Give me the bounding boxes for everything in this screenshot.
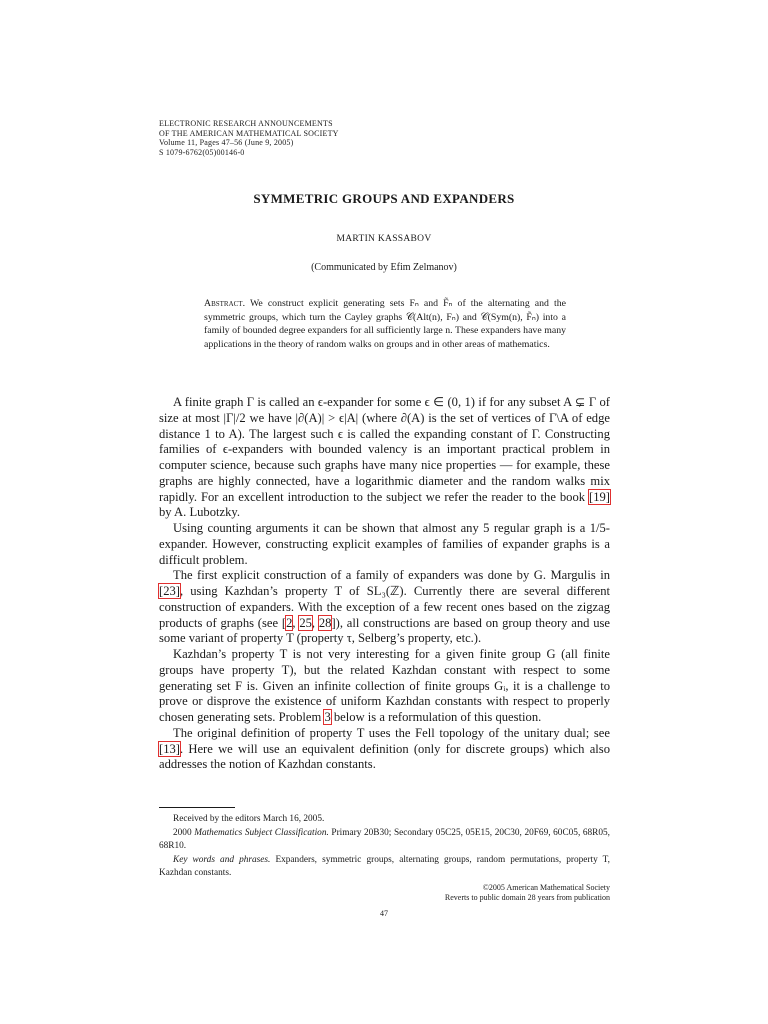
body-paragraph-1 xyxy=(159,395,610,521)
footnote-msc-year: 2000 xyxy=(173,827,195,838)
abstract-text: We construct explicit generating sets Fₙ and F̃ₙ of the alternating and the symmetric groups, which turn the Cayley graphs 𝒞(Alt(n), Fₙ) and 𝒞(Sym(n), F̃ₙ) into a family of bounded degree expanders for all sufficiently large n. These expanders have many applications in the theory of random walks on groups and in other areas of mathematics. xyxy=(204,298,566,350)
body-paragraph-3-text-b: , using Kazhdan’s property T of SL₃(ℤ). Currently there are several different construction of expanders. With the exception of a few recent ones based on the zigzag products of graphs (see [ xyxy=(159,584,610,630)
footnote-msc-text: Primary 20B30; Secondary 05C25, 05E15, 20C30, 20F69, 60C05, 68R05, 68R10. xyxy=(159,827,610,851)
copyright-notice xyxy=(445,883,610,902)
citation-link-13[interactable]: [13] xyxy=(159,741,180,756)
abstract xyxy=(204,297,566,351)
citation-link-28[interactable]: 28 xyxy=(318,615,332,630)
body-paragraph-3-text-d: , xyxy=(311,615,319,630)
body-paragraph-4-text-b: below is a reformulation of this question. xyxy=(330,710,542,724)
copyright-line2: Reverts to public domain 28 years from publication xyxy=(444,892,610,902)
footnotes xyxy=(159,813,610,881)
body-paragraph-4-text-a: Kazhdan’s property T is not very interesting for a given finite group G (all finite groups have property T), but the related Kazhdan constant with respect to some generating set F is. Given an infinite collection of finite groups Gᵢ, it is a challenge to prove or disprove the existence of uniform Kazhdan constants with respect to properly chosen generating sets. Problem xyxy=(159,647,610,724)
abstract-label: Abstract. xyxy=(204,298,246,309)
problem-link-3[interactable]: 3 xyxy=(324,710,331,724)
footnote-keywords-label: Key words and phrases. xyxy=(173,854,271,865)
body-paragraph-3-text-c: , xyxy=(292,615,300,630)
paper-title: SYMMETRIC GROUPS AND EXPANDERS xyxy=(253,191,515,206)
citation-link-19[interactable]: [19] xyxy=(589,489,610,504)
paper-author: MARTIN KASSABOV xyxy=(336,234,432,244)
footnote-received: Received by the editors March 16, 2005. xyxy=(173,814,325,824)
journal-issn: S 1079-6762(05)00146-0 xyxy=(159,147,245,157)
journal-name-line2: OF THE AMERICAN MATHEMATICAL SOCIETY xyxy=(159,128,339,138)
citation-link-25[interactable]: 25 xyxy=(299,615,312,630)
body-text xyxy=(159,395,610,773)
footnote-msc-label: Mathematics Subject Classification. xyxy=(194,827,329,838)
journal-header xyxy=(159,119,339,157)
journal-volume: Volume 11, Pages 47–56 (June 9, 2005) xyxy=(159,138,294,147)
page-number: 47 xyxy=(380,909,388,918)
body-paragraph-3-text-e: ]), all constructions are based on group theory and use some variant of property T (property τ, Selberg’s property, etc.). xyxy=(159,615,611,646)
footnote-divider xyxy=(159,807,235,808)
footnote-keywords-text: Expanders, symmetric groups, alternating groups, random permutations, property T, Kazhdan constants. xyxy=(159,854,610,878)
journal-name-line1: ELECTRONIC RESEARCH ANNOUNCEMENTS xyxy=(159,119,333,128)
body-paragraph-5 xyxy=(159,726,610,773)
body-paragraph-3 xyxy=(159,568,610,647)
communicated-by: (Communicated by Efim Zelmanov) xyxy=(311,262,457,273)
copyright-line1: ©2005 American Mathematical Society xyxy=(482,883,610,892)
footnote-keywords xyxy=(159,854,610,881)
body-paragraph-5-text-b: . Here we will use an equivalent definition (only for discrete groups) which also addresses the notion of Kazhdan constants. xyxy=(159,741,610,772)
citation-link-2[interactable]: 2 xyxy=(286,615,293,630)
body-paragraph-1-text-a: A finite graph Γ is called an ϵ-expander for some ϵ ∈ (0, 1) if for any subset A ⊊ Γ of size at most |Γ|/2 we have |∂(A)| > ϵ|A| (where ∂(A) is the set of vertices of Γ\A of edge distance 1 to A). The largest such ϵ is called the expanding constant of Γ. Constructing families of ϵ-expanders with bounded valency is an important practical problem in computer science, because such graphs have many nice properties — for example, these graphs are highly connected, have a logarithmic diameter and the random walks mix rapidly. For an excellent introduction to the subject we refer the reader to the book xyxy=(159,395,610,504)
citation-link-23[interactable]: [23] xyxy=(159,584,180,598)
body-paragraph-5-text-a: The original definition of property T uses the Fell topology of the unitary dual; see xyxy=(173,725,610,740)
body-paragraph-3-text-a: The first explicit construction of a family of expanders was done by G. Margulis in xyxy=(173,568,610,583)
footnote-msc xyxy=(159,827,610,854)
body-paragraph-4 xyxy=(159,647,610,726)
body-paragraph-2: Using counting arguments it can be shown that almost any 5 regular graph is a 1/5-expander. However, constructing explicit examples of families of expander graphs is a difficult problem. xyxy=(159,521,610,567)
body-paragraph-1-text-b: by A. Lubotzky. xyxy=(159,505,241,520)
